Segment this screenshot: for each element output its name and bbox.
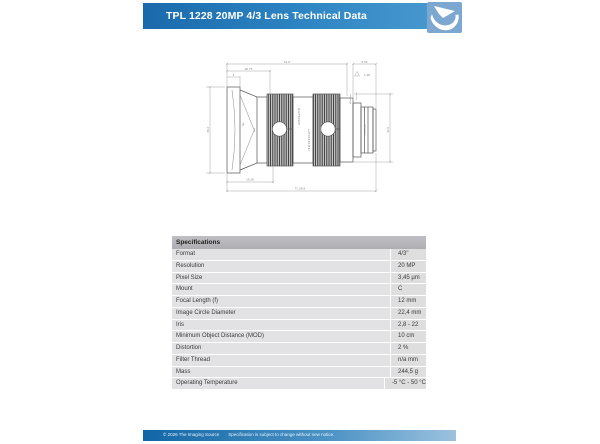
spec-value: 4/3"	[390, 249, 426, 260]
paper-plane-icon	[427, 2, 462, 33]
spec-value: 244,5 g	[390, 367, 426, 378]
dim-rear-diameter: 41.5	[385, 126, 390, 134]
table-row	[172, 320, 426, 332]
footer-bar	[143, 430, 456, 441]
lens-body-outline	[227, 87, 376, 173]
thread-spec-label: 1-32UN-2A	[364, 124, 367, 136]
angle-label: 82°	[242, 122, 246, 127]
table-row	[172, 261, 426, 273]
spec-value: 2,8 - 22	[390, 320, 426, 331]
dim-total-length: TL 58.8	[294, 186, 306, 191]
table-row	[172, 284, 426, 296]
dim-top-width: 61.8	[283, 59, 291, 64]
spec-value: 10 cm	[390, 331, 426, 342]
spec-value: 2 %	[390, 343, 426, 354]
spec-label: Minimum Object Distance (MOD)	[172, 331, 390, 342]
specifications-table	[172, 236, 426, 390]
spec-label: Image Circle Diameter	[172, 308, 390, 319]
spec-value: C	[390, 284, 426, 295]
spec-value: 22,4 mm	[390, 308, 426, 319]
lens-inner-lines	[232, 90, 255, 170]
spec-label: Filter Thread	[172, 355, 390, 366]
spec-value: 12 mm	[390, 296, 426, 307]
spec-label: Iris	[172, 320, 390, 331]
table-row	[172, 343, 426, 355]
table-row	[172, 296, 426, 308]
table-header: Specifications	[172, 236, 426, 249]
imaging-source-logo	[427, 2, 462, 33]
copyright-text: © 2026 The Imaging Source	[163, 432, 220, 437]
table-row	[172, 367, 426, 379]
footer-note: Specification is subject to change without new notice.	[228, 432, 335, 437]
table-row	[172, 249, 426, 261]
spec-label: Pixel Size	[172, 273, 390, 284]
table-row	[172, 331, 426, 343]
dim-front-diameter: 45.3	[205, 126, 210, 134]
spec-rows	[172, 249, 426, 390]
spec-label: Mass	[172, 367, 390, 378]
dimension-labels	[206, 60, 390, 191]
dim-datum: 1.90	[364, 73, 371, 77]
dim-rear-length: 8.50	[361, 59, 368, 64]
spec-value: 20 MP	[390, 261, 426, 272]
spec-label: Mount	[172, 284, 390, 295]
focus-scale-text: ∞ 0.5 0.3 0.2 0.15 0.1	[307, 128, 309, 152]
table-row	[172, 355, 426, 367]
spec-label: Format	[172, 249, 390, 260]
spec-label: Resolution	[172, 261, 390, 272]
spec-value: -5 °C - 50 °C	[384, 378, 426, 389]
spec-value: n/a mm	[390, 355, 426, 366]
spec-value: 3,45 µm	[390, 273, 426, 284]
header-bar	[143, 3, 459, 29]
iris-scale-text: 16 11 8 5.6 4 2.8	[297, 107, 299, 125]
page-title: TPL 1228 20MP 4/3 Lens Technical Data	[166, 10, 367, 22]
spec-label: Distortion	[172, 343, 390, 354]
table-row	[172, 308, 426, 320]
table-row	[172, 378, 426, 390]
dim-front-depth: 26.75	[244, 66, 253, 71]
table-row	[172, 273, 426, 285]
dim-bezel: 4	[232, 72, 235, 77]
dim-mod-length: 15.26	[246, 177, 254, 182]
lens-technical-drawing	[140, 50, 420, 225]
spec-label: Operating Temperature	[172, 378, 384, 389]
lens-drawing-svg	[140, 50, 420, 225]
spec-label: Focal Length (f)	[172, 296, 390, 307]
